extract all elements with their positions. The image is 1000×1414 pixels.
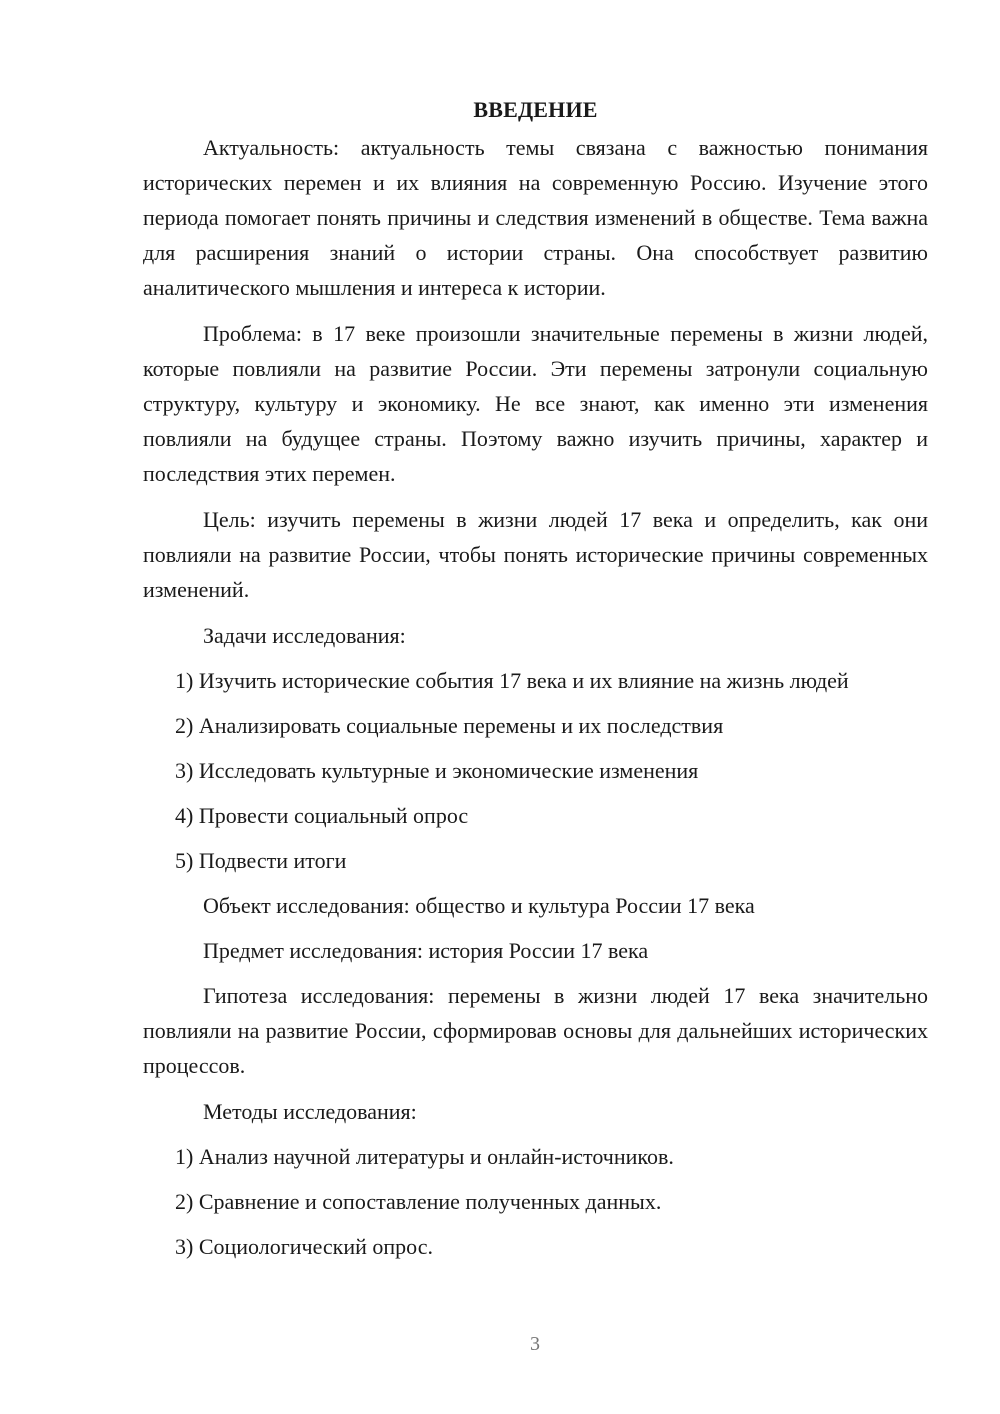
problem-paragraph: Проблема: в 17 веке произошли значительные перемены в жизни людей, которые повлияли на развитие России. Эти перемены затронули социальную структуру, культуру и экономику. Не все знают, как именно эти изменения повлияли на будущее страны. Поэтому важно изучить причины, характер и последствия этих перемен. — [143, 321, 928, 486]
task-item-2: 2) Анализировать социальные перемены и их последствия — [175, 713, 724, 738]
methods-title: Методы исследования: — [203, 1099, 417, 1124]
method-item-2: 2) Сравнение и сопоставление полученных данных. — [175, 1189, 662, 1214]
goal-paragraph: Цель: изучить перемены в жизни людей 17 века и определить, как они повлияли на развитие России, чтобы понять исторические причины современных изменений. — [143, 507, 928, 602]
hypothesis-paragraph: Гипотеза исследования: перемены в жизни людей 17 века значительно повлияли на развитие России, сформировав основы для дальнейших исторических процессов. — [143, 983, 928, 1078]
relevance-paragraph: Актуальность: актуальность темы связана с важностью понимания исторических перемен и их влияния на современную Россию. Изучение этого периода помогает понять причины и следствия изменений в обществе. Тема важна для расширения знаний о истории страны. Она способствует развитию аналитического мышления и интереса к истории. — [143, 135, 928, 300]
section-heading: ВВЕДЕНИЕ — [473, 97, 598, 122]
task-item-1: 1) Изучить исторические события 17 века и их влияние на жизнь людей — [175, 668, 849, 693]
task-item-3: 3) Исследовать культурные и экономические изменения — [175, 758, 699, 783]
tasks-title: Задачи исследования: — [203, 623, 406, 648]
task-item-5: 5) Подвести итоги — [175, 848, 347, 873]
method-item-1: 1) Анализ научной литературы и онлайн-источников. — [175, 1144, 674, 1169]
research-object: Объект исследования: общество и культура России 17 века — [203, 893, 755, 918]
page-number: 3 — [530, 1333, 540, 1355]
method-item-3: 3) Социологический опрос. — [175, 1234, 433, 1259]
research-subject: Предмет исследования: история России 17 века — [203, 938, 649, 963]
task-item-4: 4) Провести социальный опрос — [175, 803, 469, 828]
document-page — [143, 92, 928, 1274]
